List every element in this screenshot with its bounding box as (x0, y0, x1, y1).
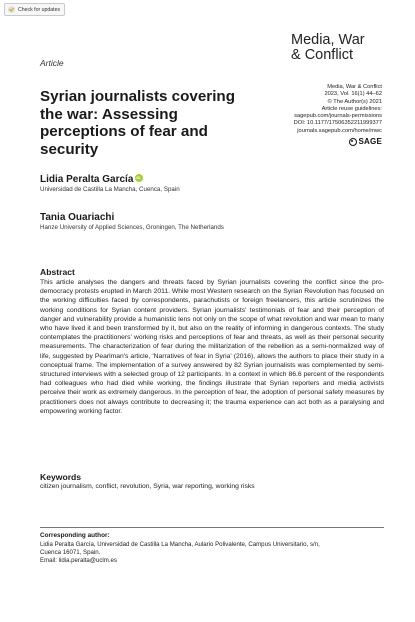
author-1-affiliation: Universidad de Castilla La Mancha, Cuenca, Spain (40, 186, 180, 193)
author-1 (40, 174, 143, 185)
journal-name (291, 33, 386, 63)
footnote-divider (40, 527, 384, 528)
keywords-text: citizen journalism, conflict, revolution, Syria, war reporting, working risks (40, 483, 255, 490)
meta-volume: 2023, Vol. 16(1) 44–62 (324, 91, 382, 98)
check-for-updates-label: Check for updates (18, 6, 61, 13)
abstract-heading: Abstract (40, 267, 75, 277)
sage-logo-text: SAGE (358, 137, 382, 146)
author-2 (40, 212, 114, 223)
abstract-text: This article analyses the dangers and threats faced by Syrian journalists covering the conflict since the pro-democracy protests erupted in March 2011. While most Western research on the Syrian Revolution has focused on the working difficulties faced by correspondents, parachutists or foreign freelancers, this article scrutinizes the working conditions for Syrian content providers. Syrian journalists' testimonials of fear and their perception of danger and vulnerability provide a humanistic lens not only on the scope of what revolution and war mean to many who have lived it and been transformed by it, but also on the reality of informing in dangerous contexts. The study contemplates the practitioners' working risks and perceptions of fear and threats, as well as their personal security measurements. The characterization of fear during the militarization of the rebellion as a semi-normalized way of life, suggested by Pearlman's article, 'Narratives of fear in Syria' (2016), allows the authors to place their study in a conceptual frame. The implementation of a survey answered by 82 Syrian journalists was complemented by semi-structured interviews with a selected group of 12 participants. In a context in which 86.6 percent of the respondents had colleagues who had died while working, the findings illustrate that Syrian reporters and media activists perceive their work as extremely dangerous. In the perception of fear, the adoption of personal safety measures by practitioners does not always contribute to decreasing it; the trauma experience can act both as a paralysing and empowering working factor. (40, 279, 384, 415)
meta-doi-link[interactable]: DOI: 10.1177/17506352211999377 (293, 120, 382, 127)
check-updates-icon (8, 6, 15, 13)
sage-logo (349, 137, 382, 146)
sage-logo-icon (349, 138, 357, 146)
meta-homepage-link[interactable]: journals.sagepub.com/home/mwc (297, 127, 382, 134)
corresponding-author-city: Cuenca 16071, Spain. (40, 549, 101, 556)
corresponding-author-heading: Corresponding author: (40, 532, 110, 539)
meta-permissions-link[interactable]: sagepub.com/journals-permissions (294, 113, 382, 120)
article-title: Syrian journalists covering the war: Assessing perceptions of fear and security (40, 88, 235, 158)
article-type-label: Article (40, 58, 64, 68)
keywords-heading: Keywords (40, 472, 82, 482)
author-2-name: Tania Ouariachi (40, 212, 115, 223)
corresponding-author-details (40, 541, 360, 565)
corresponding-author-email[interactable]: Email: lidia.peralta@uclm.es (40, 557, 117, 564)
orcid-icon[interactable] (135, 174, 143, 182)
corresponding-author-address: Lidia Peralta García, Universidad de Castilla La Mancha, Aulario Polivalente, Campus Universitario, s/n, (40, 541, 320, 548)
meta-reuse-label: Article reuse guidelines: (321, 105, 382, 112)
author-2-affiliation: Hanze University of Applied Sciences, Groningen, The Netherlands (40, 224, 224, 231)
meta-copyright: © The Author(s) 2021 (327, 98, 382, 105)
journal-name-line2: & Conflict (291, 47, 354, 63)
check-for-updates-badge[interactable] (4, 3, 65, 16)
publication-meta (232, 84, 382, 135)
author-1-name: Lidia Peralta García (40, 174, 134, 185)
meta-journal: Media, War & Conflict (327, 84, 382, 90)
journal-name-line1: Media, War (291, 32, 365, 48)
